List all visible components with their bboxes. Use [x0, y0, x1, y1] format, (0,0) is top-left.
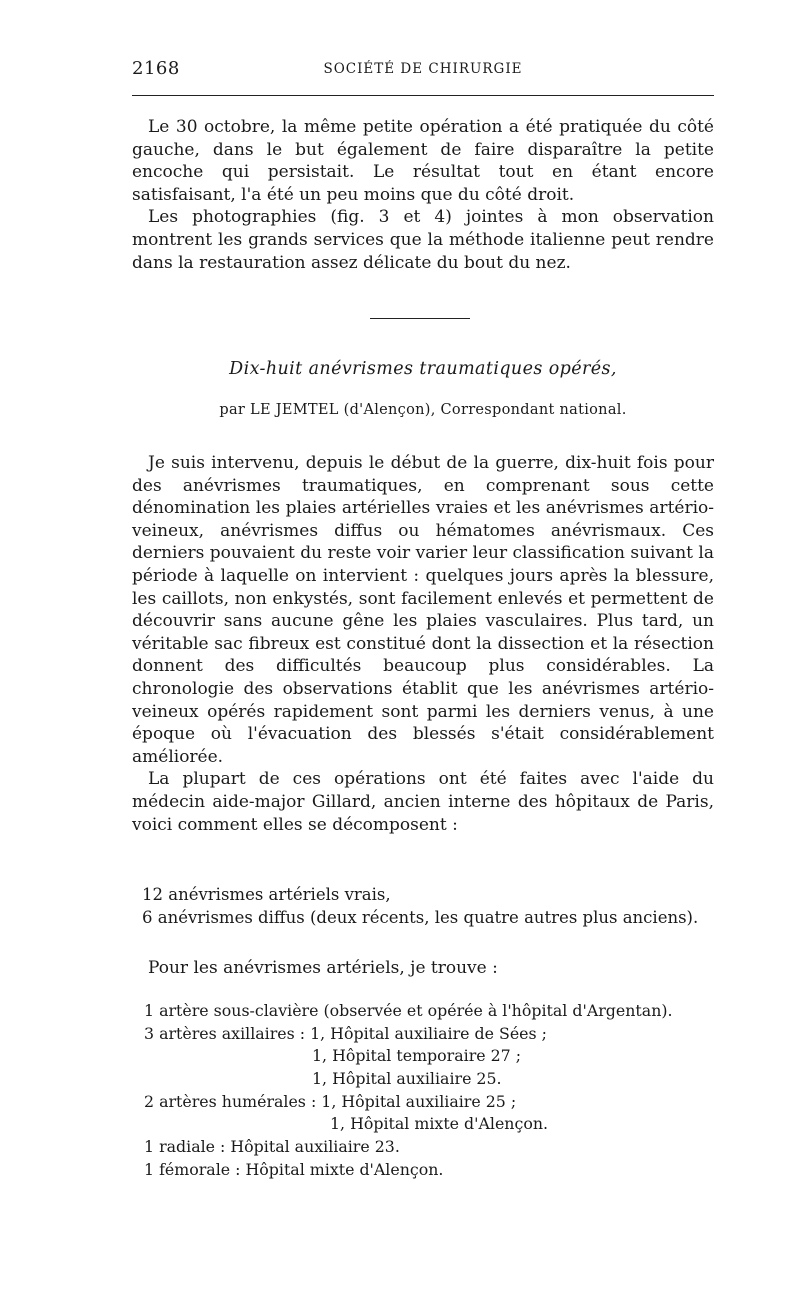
list-item: 6 anévrismes diffus (deux récents, les quatre autres plus anciens).: [142, 907, 699, 927]
arterial-list: [132, 1000, 714, 1182]
paragraph: Je suis intervenu, depuis le début de la guerre, dix-huit fois pour des anévrismes traumatiques, en comprenant sous cette dénomination les plaies artérielles vraies et les anévrismes artério-veineux, anévrismes diffus ou hématomes anévrismaux. Ces derniers pouvaient du reste voir varier leur classification suivant la période à laquelle on intervient : quelques jours après la blessure, les caillots, non enkystés, sont facilement enlevés et permettent de découvrir sans aucune gêne les plaies vasculaires. Plus tard, un véritable sac fibreux est constitué dont la dissection et la résection donnent des difficultés beaucoup plus considérables. La chronologie des observations établit que les anévrismes artério-veineux opérés rapidement sont parmi les derniers venus, à une époque où l'évacuation des blessés s'était considérablement améliorée.: [132, 453, 714, 767]
article-title: Dix-huit anévrismes traumatiques opérés,: [229, 359, 617, 379]
summary-list: [132, 884, 714, 929]
section-separator: [370, 318, 470, 319]
header-rule: [132, 95, 714, 96]
running-title: SOCIÉTÉ DE CHIRURGIE: [323, 61, 523, 77]
list-item: 1, Hôpital temporaire 27 ;: [312, 1046, 522, 1066]
list-item: 12 anévrismes artériels vrais,: [142, 885, 391, 904]
list-item: 1 fémorale : Hôpital mixte d'Alençon.: [144, 1159, 444, 1179]
list-item: 1, Hôpital auxiliaire 25.: [312, 1069, 502, 1089]
page-header: [132, 58, 714, 84]
paragraph: Le 30 octobre, la même petite opération a été pratiquée du côté gauche, dans le but également de faire disparaître la petite encoche qui persistait. Le résultat tout en étant encore satisfaisant, l'a été un peu moins que du côté droit.: [132, 117, 714, 205]
paragraph: Les photographies (fig. 3 et 4) jointes à mon observation montrent les grands services que la méthode italienne peut rendre dans la restauration assez délicate du bout du nez.: [132, 207, 714, 273]
list-item: 1 radiale : Hôpital auxiliaire 23.: [144, 1137, 400, 1157]
list-item: 2 artères humérales : 1, Hôpital auxiliaire 25 ;: [144, 1091, 517, 1111]
article-byline: par LE JEMTEL (d'Alençon), Correspondant national.: [219, 402, 627, 418]
article-body: [132, 452, 714, 836]
intro-text: [132, 116, 714, 274]
list-item: 3 artères axillaires : 1, Hôpital auxiliaire de Sées ;: [144, 1023, 547, 1043]
arterial-intro: Pour les anévrismes artériels, je trouve :: [148, 958, 498, 978]
list-item: 1, Hôpital mixte d'Alençon.: [330, 1114, 549, 1134]
paragraph: La plupart de ces opérations ont été faites avec l'aide du médecin aide-major Gillard, ancien interne des hôpitaux de Paris, voici comment elles se décomposent :: [132, 769, 714, 835]
list-item: 1 artère sous-clavière (observée et opérée à l'hôpital d'Argentan).: [144, 1001, 673, 1020]
page-number: 2168: [132, 58, 180, 79]
